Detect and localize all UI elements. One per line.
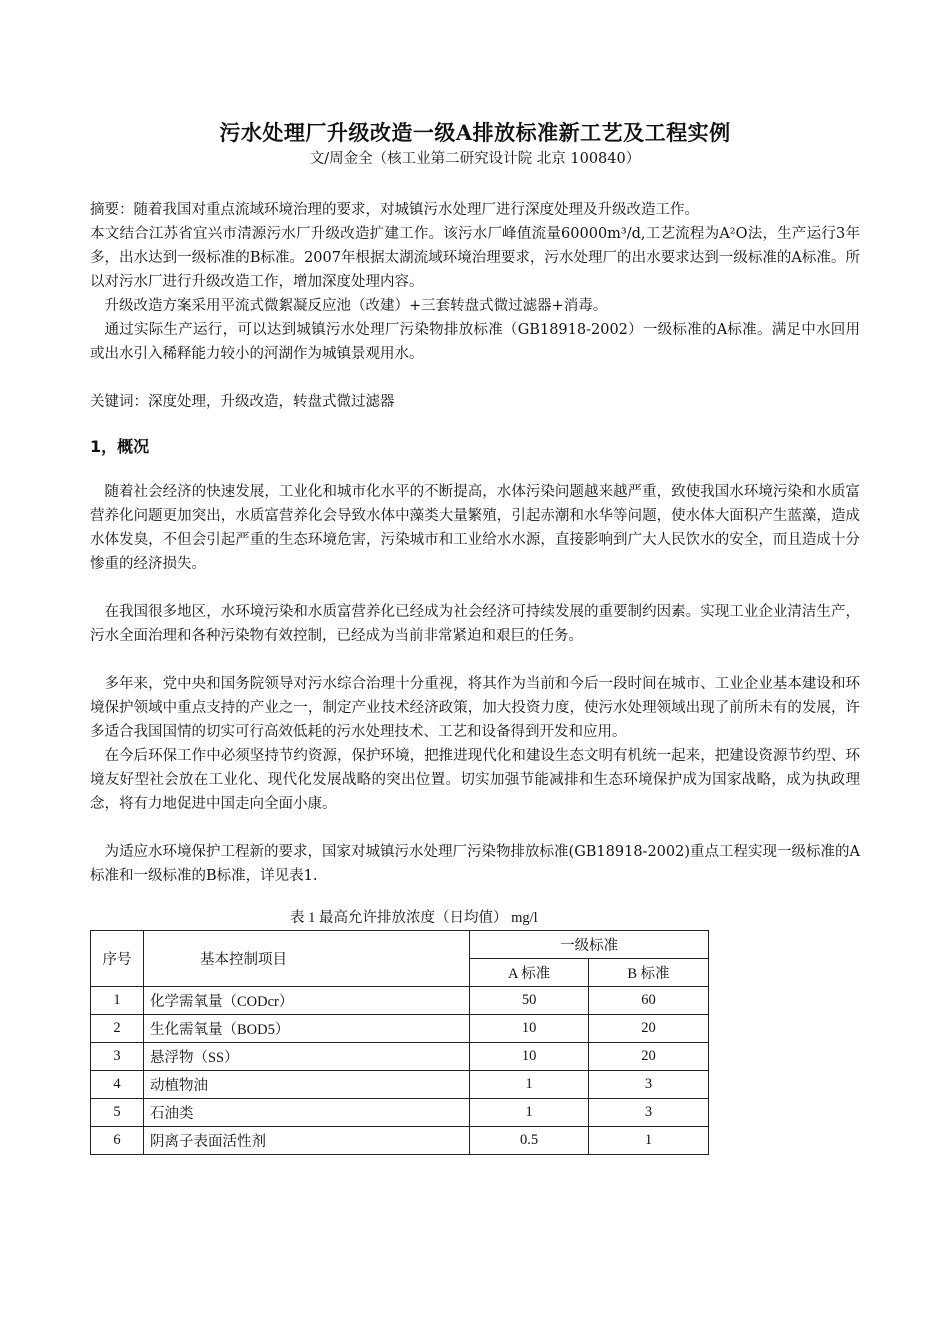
paragraph-3: 多年来，党中央和国务院领导对污水综合治理十分重视，将其作为当前和今后一段时间在城市、工业企业基本建设和环境保护领域中重点支持的产业之一，制定产业技术经济政策，加大投资力度，使污水处理领域出现了前所未有的发展，许多适合我国国情的切实可行高效低耗的污水处理技术、工艺和设备得到开发和应用。 [90, 676, 860, 740]
abstract-result: 通过实际生产运行，可以达到城镇污水处理厂污染物排放标准（GB18918-2002）一级标准的A标准。满足中水回用或出水引入稀释能力较小的河湖作为城镇景观用水。 [90, 322, 860, 362]
cell-a: 1 [470, 1071, 589, 1099]
cell-no: 5 [91, 1099, 144, 1127]
cell-a: 10 [470, 1043, 589, 1071]
cell-b: 20 [588, 1043, 708, 1071]
author-line: 文/周金全（核工业第二研究设计院 北京 100840） [309, 151, 641, 167]
cell-no: 6 [91, 1127, 144, 1155]
cell-item: 动植物油 [143, 1071, 469, 1099]
paragraph-5: 为适应水环境保护工程新的要求，国家对城镇污水处理厂污染物排放标准(GB18918-2002)重点工程实现一级标准的A标准和一级标准的B标准，详见表1. [90, 844, 860, 884]
cell-a: 10 [470, 1015, 589, 1043]
table-row [91, 1099, 709, 1127]
cell-no: 2 [91, 1015, 144, 1043]
cell-b: 3 [588, 1071, 708, 1099]
table-caption: 表 1 最高允许排放浓度（日均值） mg/l [290, 910, 538, 926]
table-row [91, 987, 709, 1015]
abstract-body: 本文结合江苏省宜兴市清源污水厂升级改造扩建工作。该污水厂峰值流量60000m³/d,工艺流程为A²O法，生产运行3年多，出水达到一级标准的B标准。2007年根据太湖流域环境治理要求，污水处理厂的出水要求达到一级标准的A标准。所以对污水厂进行升级改造工作，增加深度处理内容。 [90, 226, 860, 290]
cell-item: 石油类 [143, 1099, 469, 1127]
abstract-scheme: 升级改造方案采用平流式微絮凝反应池（改建）+三套转盘式微过滤器+消毒。 [104, 298, 608, 314]
keywords: 关键词：深度处理，升级改造，转盘式微过滤器 [90, 394, 395, 410]
cell-no: 1 [91, 987, 144, 1015]
header-group: 一级标准 [470, 931, 709, 959]
paragraph-1: 随着社会经济的快速发展，工业化和城市化水平的不断提高，水体污染问题越来越严重，致使我国水环境污染和水质富营养化问题更加突出，水质富营养化会导致水体中藻类大量繁殖，引起赤潮和水华等问题，使水体大面积产生蓝藻，造成水体发臭，不但会引起严重的生态环境危害，污染城市和工业给水水源，直接影响到广大人民饮水的安全，而且造成十分惨重的经济损失。 [90, 484, 860, 572]
header-item: 基本控制项目 [143, 931, 469, 987]
emission-standard-table [90, 930, 709, 1155]
cell-no: 3 [91, 1043, 144, 1071]
cell-b: 20 [588, 1015, 708, 1043]
table-row [91, 1071, 709, 1099]
document-title: 污水处理厂升级改造一级A排放标准新工艺及工程实例 [219, 120, 731, 145]
table-header-row [91, 931, 709, 959]
paragraph-4: 在今后环保工作中必须坚持节约资源，保护环境，把推进现代化和建设生态文明有机统一起来，把建设资源节约型、环境友好型社会放在工业化、现代化发展战略的突出位置。切实加强节能减排和生态环境保护成为国家战略，成为执政理念，将有力地促进中国走向全面小康。 [90, 748, 860, 812]
cell-item: 悬浮物（SS） [143, 1043, 469, 1071]
header-a: A 标准 [470, 959, 589, 987]
section-heading: 1，概况 [90, 437, 150, 456]
cell-a: 1 [470, 1099, 589, 1127]
cell-item: 化学需氧量（CODcr） [143, 987, 469, 1015]
cell-a: 0.5 [470, 1127, 589, 1155]
cell-item: 生化需氧量（BOD5） [143, 1015, 469, 1043]
cell-no: 4 [91, 1071, 144, 1099]
cell-item: 阴离子表面活性剂 [143, 1127, 469, 1155]
header-no: 序号 [91, 931, 144, 987]
header-b: B 标准 [588, 959, 708, 987]
cell-b: 60 [588, 987, 708, 1015]
paragraph-2: 在我国很多地区，水环境污染和水质富营养化已经成为社会经济可持续发展的重要制约因素。实现工业企业清洁生产，污水全面治理和各种污染物有效控制，已经成为当前非常紧迫和艰巨的任务。 [90, 604, 860, 644]
table-row [91, 1127, 709, 1155]
document-page [90, 118, 860, 1155]
cell-b: 1 [588, 1127, 708, 1155]
abstract-intro: 摘要：随着我国对重点流域环境治理的要求，对城镇污水处理厂进行深度处理及升级改造工作。 [90, 202, 699, 218]
table-row [91, 1015, 709, 1043]
cell-b: 3 [588, 1099, 708, 1127]
cell-a: 50 [470, 987, 589, 1015]
table-row [91, 1043, 709, 1071]
